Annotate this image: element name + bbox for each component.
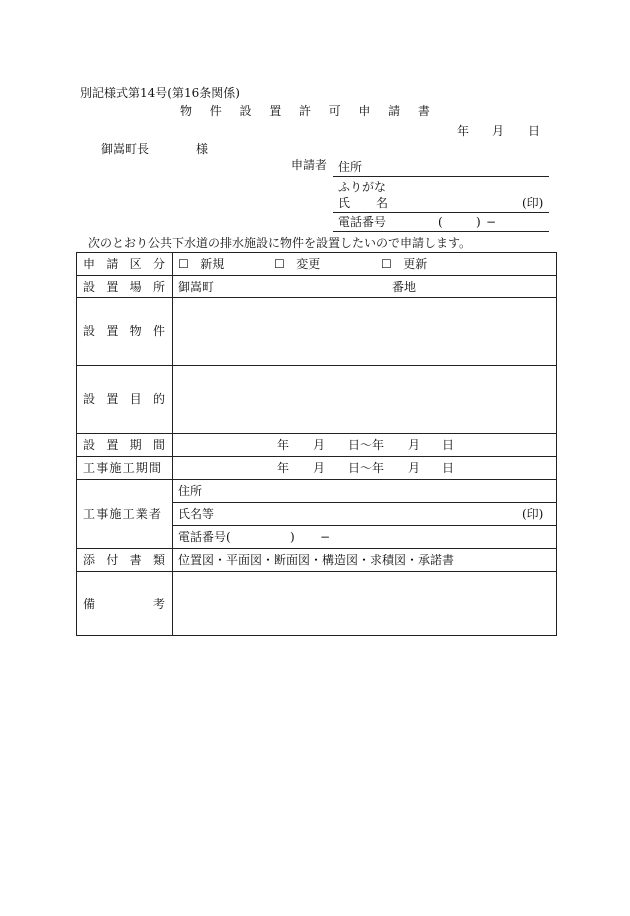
applicant-phone-dash: − [486, 215, 497, 229]
label-char: 置 [106, 438, 119, 452]
title-char: 設 [239, 104, 252, 118]
title-char: 物 [180, 104, 193, 118]
contractor-subrow-divider [172, 525, 557, 526]
work-period-year: 年 [277, 461, 290, 475]
label-char: 所 [152, 280, 165, 294]
row-divider [76, 365, 557, 366]
label-char: 間 [152, 438, 165, 452]
location-label [83, 280, 165, 294]
label-char: 的 [152, 392, 165, 406]
option-new-label: 新規 [200, 257, 225, 271]
title-char: 可 [328, 104, 341, 118]
title-char: 許 [298, 104, 311, 118]
remarks-label [83, 597, 165, 611]
location-lot-suffix: 番地 [392, 280, 417, 294]
checkbox-icon[interactable]: ☐ [381, 257, 392, 271]
contractor-seal: (印) [522, 507, 544, 521]
applicant-address-underline [333, 176, 549, 177]
work-period-month: 月 [313, 461, 326, 475]
location-town: 御嵩町 [178, 280, 215, 294]
contractor-label: 工事施工業者 [83, 507, 163, 521]
period-day-to-year: 日〜年 [348, 438, 385, 452]
contractor-name-label: 氏名等 [178, 507, 215, 521]
label-char: 区 [129, 257, 142, 271]
title-char: 申 [358, 104, 371, 118]
contractor-subrow-divider [172, 502, 557, 503]
option-change-label: 変更 [296, 257, 321, 271]
label-char: 目 [129, 392, 142, 406]
object-label [83, 324, 165, 338]
table-label-divider [172, 252, 173, 636]
applicant-name-underline [333, 212, 549, 213]
period-label [83, 438, 165, 452]
applicant-label: 申請者 [291, 158, 328, 172]
period-day: 日 [442, 438, 455, 452]
title-char: 書 [417, 104, 430, 118]
applicant-phone-paren-close: ) [476, 215, 481, 229]
work-period-month-2: 月 [408, 461, 421, 475]
label-char: 期 [129, 438, 142, 452]
work-period-day-to-year: 日〜年 [348, 461, 385, 475]
title-char: 件 [209, 104, 222, 118]
row-divider [76, 479, 557, 480]
title-char: 請 [388, 104, 401, 118]
applicant-name-label-2: 名 [376, 196, 389, 210]
applicant-phone-label: 電話番号 [338, 215, 387, 229]
row-divider [76, 548, 557, 549]
applicant-seal: (印) [522, 196, 544, 210]
checkbox-icon[interactable]: ☐ [178, 257, 189, 271]
label-char: 付 [106, 553, 119, 567]
label-char: 置 [106, 392, 119, 406]
date-day: 日 [528, 124, 541, 138]
applicant-furigana-label: ふりがな [338, 180, 387, 194]
label-char: 分 [152, 257, 165, 271]
row-divider [76, 275, 557, 276]
label-char: 請 [106, 257, 119, 271]
label-char: 設 [83, 438, 96, 452]
label-char: 類 [152, 553, 165, 567]
application-type-label [83, 257, 165, 271]
purpose-label [83, 392, 165, 406]
checkbox-icon[interactable]: ☐ [274, 257, 285, 271]
row-divider [76, 433, 557, 434]
row-divider [76, 571, 557, 572]
label-char: 考 [152, 597, 165, 611]
label-char: 置 [106, 324, 119, 338]
option-renew-label: 更新 [403, 257, 428, 271]
label-char: 添 [83, 553, 96, 567]
label-char: 備 [83, 597, 96, 611]
attachments-label [83, 553, 165, 567]
contractor-address-label: 住所 [178, 484, 203, 498]
applicant-address-label: 住所 [338, 160, 363, 174]
applicant-phone-underline [333, 231, 549, 232]
work-period-day: 日 [442, 461, 455, 475]
addressee: 御嵩町長 [101, 142, 150, 156]
contractor-phone-dash: − [320, 530, 331, 544]
row-divider [76, 297, 557, 298]
attachments-value: 位置図・平面図・断面図・構造図・求積図・承諾書 [178, 553, 455, 567]
document-title [180, 104, 430, 118]
contractor-phone-label: 電話番号( [178, 530, 231, 544]
period-month: 月 [313, 438, 326, 452]
intro-text: 次のとおり公共下水道の排水施設に物件を設置したいので申請します。 [88, 236, 472, 250]
label-char: 物 [129, 324, 142, 338]
row-divider [76, 456, 557, 457]
label-char: 申 [83, 257, 96, 271]
label-char: 件 [152, 324, 165, 338]
title-char: 置 [269, 104, 282, 118]
option-new[interactable] [178, 257, 224, 271]
label-char: 設 [83, 280, 96, 294]
date-year: 年 [457, 124, 470, 138]
period-year: 年 [277, 438, 290, 452]
date-month: 月 [492, 124, 505, 138]
work-period-label: 工事施工期間 [83, 461, 163, 475]
label-char: 書 [129, 553, 142, 567]
label-char: 設 [83, 324, 96, 338]
label-char: 設 [83, 392, 96, 406]
option-change[interactable] [274, 257, 320, 271]
option-renew[interactable] [381, 257, 427, 271]
label-char: 置 [106, 280, 119, 294]
form-number: 別記様式第14号(第16条関係) [80, 86, 240, 100]
contractor-phone-paren-close: ) [290, 530, 295, 544]
applicant-phone-paren-open: ( [438, 215, 443, 229]
addressee-honorific: 様 [196, 142, 209, 156]
period-month-2: 月 [408, 438, 421, 452]
label-char: 場 [129, 280, 142, 294]
applicant-name-label-1: 氏 [338, 196, 351, 210]
